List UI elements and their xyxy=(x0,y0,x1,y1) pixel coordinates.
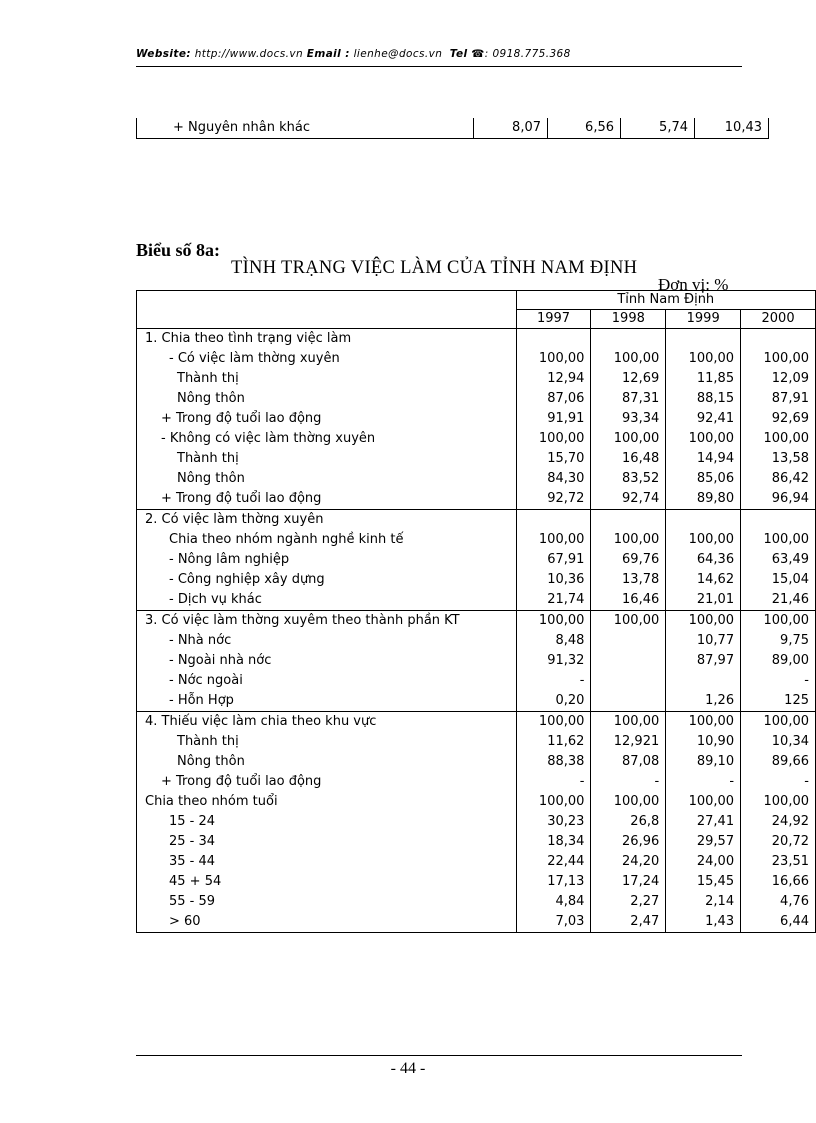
cell-value: 89,00 xyxy=(771,653,809,668)
cell-value: 24,00 xyxy=(666,852,741,872)
cell-value: 12,09 xyxy=(771,371,809,386)
cell-value: - xyxy=(666,772,741,792)
table-row xyxy=(137,449,816,469)
tel-value: 0918.775.368 xyxy=(492,48,571,60)
table-row xyxy=(137,409,816,429)
cell-value: 20,72 xyxy=(771,834,809,849)
row-label: - Không có việc làm thờng xuyên xyxy=(137,429,517,449)
cell-value: - xyxy=(804,673,809,688)
table-row xyxy=(137,590,816,611)
row-label: Nông thôn xyxy=(137,469,517,489)
cell-value: 2,14 xyxy=(666,892,741,912)
cell-value: 100,00 xyxy=(591,429,666,449)
cell-value: 89,10 xyxy=(666,752,741,772)
cell-value: 84,30 xyxy=(516,469,591,489)
cell-value: 100,00 xyxy=(516,429,591,449)
group-header: Tỉnh Nam Định xyxy=(516,291,815,310)
email-label: Email : xyxy=(306,48,350,60)
cell-value: 100,00 xyxy=(591,530,666,550)
cell-value: 16,66 xyxy=(771,874,809,889)
cell-value xyxy=(591,631,666,651)
cell-value: 100,00 xyxy=(516,792,591,812)
unit-label: Đơn vị: % xyxy=(658,275,729,294)
cell-value: 21,74 xyxy=(516,590,591,611)
cell-value: 4,84 xyxy=(516,892,591,912)
row-label: Thành thị xyxy=(137,369,517,389)
cell-value xyxy=(666,329,741,350)
row-label: + Nguyên nhân khác xyxy=(137,118,474,139)
table-row xyxy=(137,712,816,733)
website-url[interactable]: http://www.docs.vn xyxy=(194,48,304,60)
cell-value: 15,70 xyxy=(516,449,591,469)
row-label: - Công nghiệp xây dựng xyxy=(137,570,517,590)
table-row xyxy=(137,651,816,671)
row-label: 3. Có việc làm thờng xuyêm theo thành phần KT xyxy=(137,611,517,632)
table-row xyxy=(137,732,816,752)
table-row xyxy=(137,852,816,872)
cell-value xyxy=(666,671,741,691)
cell-value: 100,00 xyxy=(666,349,741,369)
cell-value: 100,00 xyxy=(666,792,741,812)
cell-value xyxy=(591,329,666,350)
cell-value: 87,08 xyxy=(591,752,666,772)
table-row xyxy=(137,550,816,570)
tel-label: Tel xyxy=(449,48,468,60)
row-label: Chia theo nhóm ngành nghề kinh tế xyxy=(137,530,517,550)
cell-value: 88,38 xyxy=(516,752,591,772)
cell-value: 87,31 xyxy=(591,389,666,409)
row-label: - Nhà nớc xyxy=(137,631,517,651)
cell-value: 83,52 xyxy=(591,469,666,489)
cell-value: 100,00 xyxy=(763,613,809,628)
cell-value: 125 xyxy=(741,691,816,712)
row-label: + Trong độ tuổi lao động xyxy=(137,772,517,792)
table-row xyxy=(137,671,816,691)
row-label: 4. Thiếu việc làm chia theo khu vực xyxy=(137,712,517,733)
website-label: Website: xyxy=(136,48,191,60)
cell-value: 87,91 xyxy=(771,391,809,406)
cell-value: 15,04 xyxy=(771,572,809,587)
row-label: > 60 xyxy=(137,912,517,933)
cell-value: 100,00 xyxy=(591,792,666,812)
cell-value: 100,00 xyxy=(591,611,666,632)
table-row xyxy=(137,570,816,590)
row-label: - Hỗn Hợp xyxy=(137,691,517,712)
cell-value xyxy=(591,671,666,691)
cell-value: 92,72 xyxy=(516,489,591,510)
table-header-row xyxy=(137,291,816,310)
row-label: 25 - 34 xyxy=(137,832,517,852)
cell-value: 92,69 xyxy=(771,411,809,426)
cell-value xyxy=(741,510,816,531)
cell-value: 91,32 xyxy=(516,651,591,671)
table-row xyxy=(137,469,816,489)
table-row xyxy=(137,489,816,510)
cell-value: - xyxy=(804,774,809,789)
page-title: TÌNH TRẠNG VIỆC LÀM CỦA TỈNH NAM ĐỊNH xyxy=(231,258,638,278)
cell-value: 26,96 xyxy=(591,832,666,852)
header-blank xyxy=(137,291,517,329)
cell-value: 100,00 xyxy=(516,712,591,733)
row-label: 1. Chia theo tình trạng việc làm xyxy=(137,329,517,350)
cell-value: 100,00 xyxy=(591,712,666,733)
cell-value: 100,00 xyxy=(763,431,809,446)
row-label: - Nớc ngoài xyxy=(137,671,517,691)
cell-value: 14,62 xyxy=(666,570,741,590)
row-label: 45 + 54 xyxy=(137,872,517,892)
cell-value: 100,00 xyxy=(516,611,591,632)
cell-value: 12,94 xyxy=(516,369,591,389)
year-header: 1997 xyxy=(516,310,591,329)
cell-value: 100,00 xyxy=(763,714,809,729)
row-label: - Có việc làm thờng xuyên xyxy=(137,349,517,369)
table-row xyxy=(137,691,816,712)
cell-value: 100,00 xyxy=(516,349,591,369)
year-header: 1998 xyxy=(591,310,666,329)
row-label: 35 - 44 xyxy=(137,852,517,872)
table-row xyxy=(137,349,816,369)
cell-value: - xyxy=(516,772,591,792)
cell-value: 100,00 xyxy=(666,611,741,632)
continued-table xyxy=(136,118,769,139)
cell-value: 5,74 xyxy=(621,118,695,139)
table-body xyxy=(137,329,816,933)
cell-value: 12,69 xyxy=(591,369,666,389)
header-divider xyxy=(136,66,742,67)
row-label: 55 - 59 xyxy=(137,892,517,912)
cell-value: 17,13 xyxy=(516,872,591,892)
cell-value: 13,58 xyxy=(771,451,809,466)
row-label: - Ngoài nhà nớc xyxy=(137,651,517,671)
cell-value: 26,8 xyxy=(591,812,666,832)
row-label: Nông thôn xyxy=(137,752,517,772)
row-label: Thành thị xyxy=(137,449,517,469)
cell-value xyxy=(516,510,591,531)
cell-value: 100,00 xyxy=(516,530,591,550)
cell-value: 93,34 xyxy=(591,409,666,429)
cell-value: 96,94 xyxy=(741,489,816,510)
cell-value: 87,97 xyxy=(666,651,741,671)
cell-value: - xyxy=(516,671,591,691)
cell-value: 7,03 xyxy=(516,912,591,933)
table-row xyxy=(137,812,816,832)
year-header: 2000 xyxy=(741,310,816,329)
cell-value: 11,85 xyxy=(666,369,741,389)
footer-divider xyxy=(136,1055,742,1056)
cell-value xyxy=(591,691,666,712)
cell-value: 91,91 xyxy=(516,409,591,429)
table-row xyxy=(137,772,816,792)
cell-value: 10,90 xyxy=(666,732,741,752)
cell-value: 64,36 xyxy=(666,550,741,570)
cell-value: 89,66 xyxy=(771,754,809,769)
cell-value: 15,45 xyxy=(666,872,741,892)
table-row xyxy=(137,510,816,531)
cell-value xyxy=(741,329,816,350)
cell-value: 0,20 xyxy=(516,691,591,712)
row-label: - Nông lâm nghiệp xyxy=(137,550,517,570)
table-row xyxy=(137,872,816,892)
table-row xyxy=(137,792,816,812)
cell-value: 24,92 xyxy=(771,814,809,829)
cell-value xyxy=(591,651,666,671)
table-row xyxy=(137,752,816,772)
cell-value: 85,06 xyxy=(666,469,741,489)
cell-value: 67,91 xyxy=(516,550,591,570)
cell-value: 14,94 xyxy=(666,449,741,469)
table-row xyxy=(137,530,816,550)
cell-value: 17,24 xyxy=(591,872,666,892)
cell-value: 8,07 xyxy=(474,118,548,139)
table-row xyxy=(137,369,816,389)
cell-value: 29,57 xyxy=(666,832,741,852)
cell-value: 30,23 xyxy=(516,812,591,832)
cell-value: 21,46 xyxy=(741,590,816,611)
cell-value: 10,77 xyxy=(666,631,741,651)
cell-value: 1,43 xyxy=(666,912,741,933)
row-label: Thành thị xyxy=(137,732,517,752)
page-header: Website: http://www.docs.vn Email : lienhe@docs.vn Tel ☎: 0918.775.368 xyxy=(136,48,571,60)
cell-value: 100,00 xyxy=(666,429,741,449)
cell-value: 100,00 xyxy=(666,712,741,733)
cell-value: 6,44 xyxy=(780,914,809,929)
cell-value: 86,42 xyxy=(771,471,809,486)
cell-value: 23,51 xyxy=(771,854,809,869)
cell-value: 27,41 xyxy=(666,812,741,832)
cell-value: 12,921 xyxy=(591,732,666,752)
cell-value: 87,06 xyxy=(516,389,591,409)
table-row xyxy=(137,118,769,139)
table-row xyxy=(137,329,816,350)
cell-value: 1,26 xyxy=(666,691,741,712)
cell-value: 9,75 xyxy=(780,633,809,648)
cell-value: 16,46 xyxy=(591,590,666,611)
phone-icon: ☎ xyxy=(471,48,485,60)
row-label: Chia theo nhóm tuổi xyxy=(137,792,517,812)
cell-value xyxy=(666,510,741,531)
table-row xyxy=(137,892,816,912)
table-row xyxy=(137,832,816,852)
employment-table xyxy=(136,290,816,933)
cell-value: 10,43 xyxy=(695,118,769,139)
row-label: 2. Có việc làm thờng xuyên xyxy=(137,510,517,531)
row-label: 15 - 24 xyxy=(137,812,517,832)
cell-value: 21,01 xyxy=(666,590,741,611)
cell-value: 13,78 xyxy=(591,570,666,590)
table-row xyxy=(137,611,816,632)
cell-value: 100,00 xyxy=(591,349,666,369)
cell-value: 89,80 xyxy=(666,489,741,510)
cell-value: 16,48 xyxy=(591,449,666,469)
cell-value: 18,34 xyxy=(516,832,591,852)
row-label: + Trong độ tuổi lao động xyxy=(137,489,517,510)
table-row xyxy=(137,429,816,449)
cell-value: 6,56 xyxy=(548,118,621,139)
cell-value: 8,48 xyxy=(516,631,591,651)
table-row xyxy=(137,631,816,651)
cell-value: 100,00 xyxy=(763,532,809,547)
email-value[interactable]: lienhe@docs.vn xyxy=(353,48,443,60)
cell-value: 100,00 xyxy=(763,794,809,809)
cell-value: 63,49 xyxy=(771,552,809,567)
cell-value xyxy=(591,510,666,531)
cell-value: 10,34 xyxy=(771,734,809,749)
cell-value: 92,41 xyxy=(666,409,741,429)
cell-value: 69,76 xyxy=(591,550,666,570)
table-row xyxy=(137,912,816,933)
row-label: - Dịch vụ khác xyxy=(137,590,517,611)
cell-value: 2,47 xyxy=(591,912,666,933)
table-label: Biểu số 8a: xyxy=(136,240,221,260)
row-label: Nông thôn xyxy=(137,389,517,409)
table-row xyxy=(137,389,816,409)
cell-value: 10,36 xyxy=(516,570,591,590)
page-number: - 44 - xyxy=(390,1060,426,1077)
cell-value: 11,62 xyxy=(516,732,591,752)
cell-value: 92,74 xyxy=(591,489,666,510)
year-header: 1999 xyxy=(666,310,741,329)
cell-value: 24,20 xyxy=(591,852,666,872)
cell-value: 4,76 xyxy=(780,894,809,909)
cell-value: - xyxy=(591,772,666,792)
cell-value: 88,15 xyxy=(666,389,741,409)
cell-value: 100,00 xyxy=(763,351,809,366)
cell-value xyxy=(516,329,591,350)
cell-value: 22,44 xyxy=(516,852,591,872)
cell-value: 2,27 xyxy=(591,892,666,912)
row-label: + Trong độ tuổi lao động xyxy=(137,409,517,429)
cell-value: 100,00 xyxy=(666,530,741,550)
